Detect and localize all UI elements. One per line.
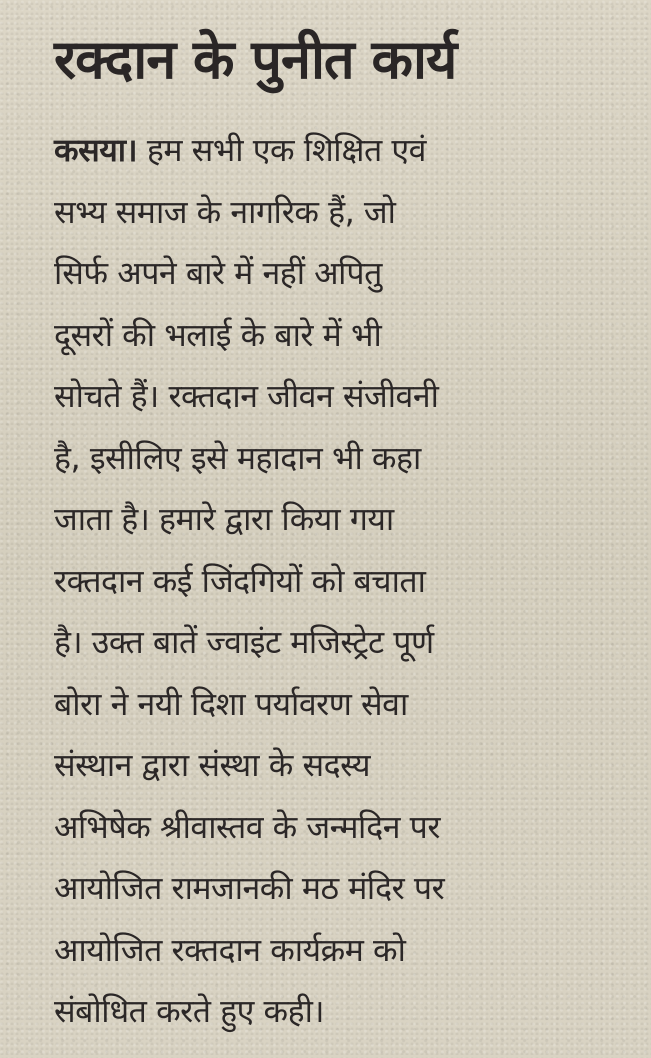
dateline-place: कसया। (54, 131, 138, 169)
article-line: है, इसीलिए इसे महादान भी कहा (54, 438, 421, 477)
article-line: जाता है। हमारे द्वारा किया गया (54, 500, 394, 538)
article-line: सभ्य समाज के नागरिक हैं, जो (54, 192, 396, 231)
article-body (54, 120, 614, 1043)
article-line: संबोधित करते हुए कही। (54, 992, 324, 1030)
article-line: संस्थान द्वारा संस्था के सदस्य (54, 746, 371, 784)
article-line: है। उक्त बातें ज्वाइंट मजिस्ट्रेट पूर्ण (54, 623, 434, 661)
article-line: बोरा ने नयी दिशा पर्यावरण सेवा (54, 684, 408, 723)
article-line: सोचते हैं। रक्तदान जीवन संजीवनी (54, 377, 439, 415)
article-line: सिर्फ अपने बारे में नहीं अपितु (54, 254, 382, 292)
article-line-text: हम सभी एक शिक्षित एवं (137, 131, 426, 169)
article-line: रक्तदान कई जिंदगियों को बचाता (54, 561, 426, 600)
article-line: दूसरों की भलाई के बारे में भी (54, 315, 382, 354)
article-line (54, 120, 614, 182)
headline: रक्दान के पुनीत कार्य (54, 28, 457, 91)
article-line: आयोजित रक्तदान कार्यक्रम को (54, 930, 406, 969)
article-line: आयोजित रामजानकी मठ मंदिर पर (54, 869, 445, 907)
article-line: अभिषेक श्रीवास्तव के जन्मदिन पर (54, 807, 440, 846)
